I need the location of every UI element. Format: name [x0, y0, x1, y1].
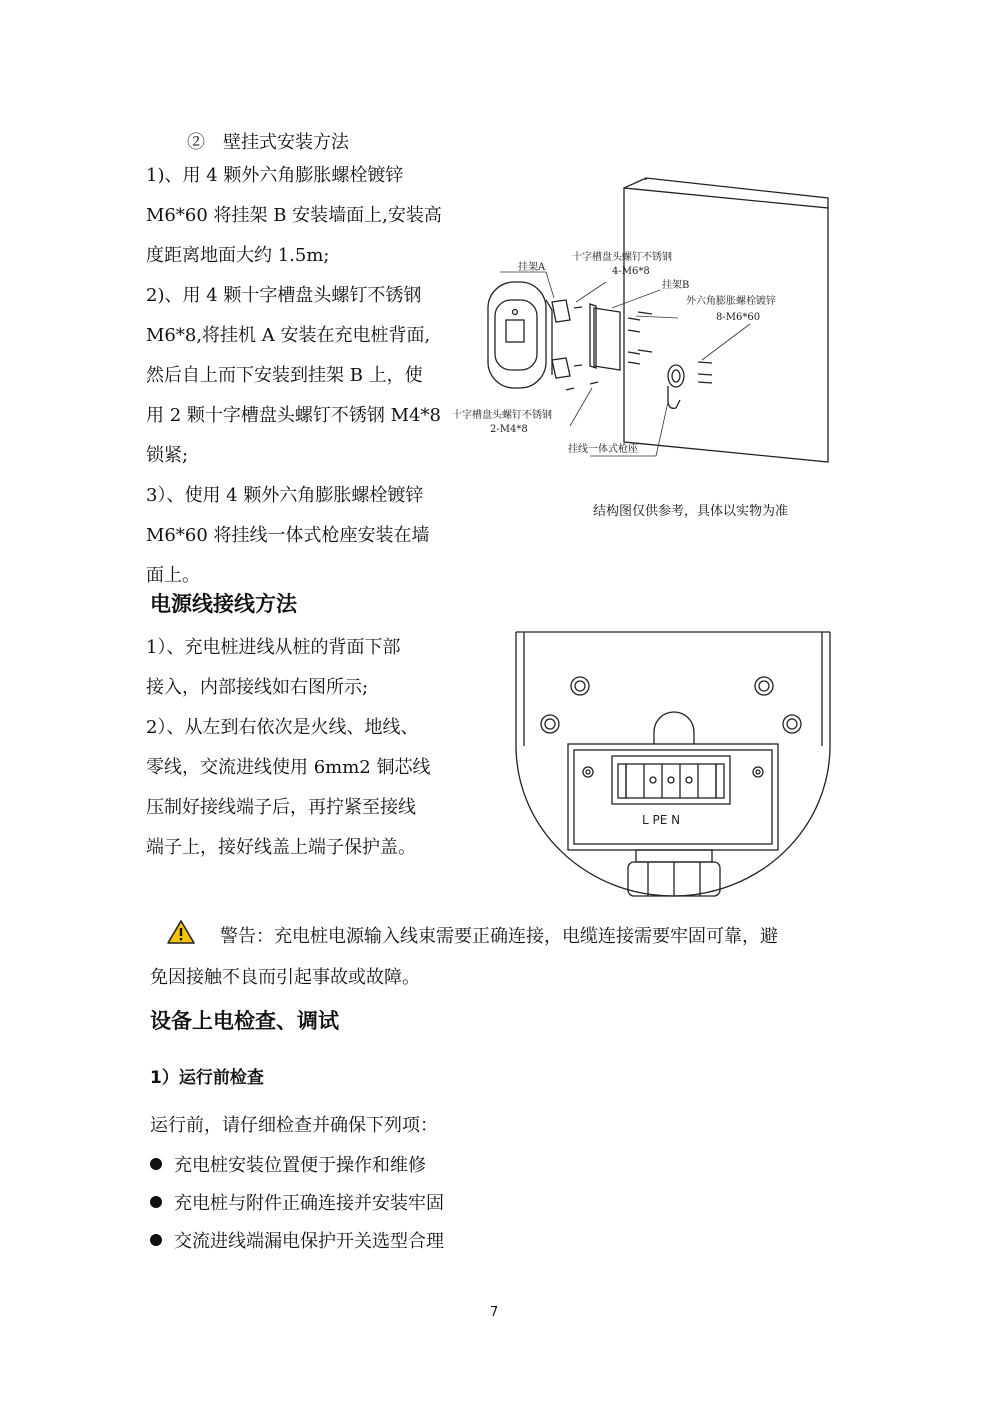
wiring-instructions [146, 628, 430, 868]
check-list-item [150, 1189, 444, 1215]
check-item-text: 充电桩与附件正确连接并安装牢固 [174, 1193, 444, 1214]
poweron-intro: 运行前，请仔细检查并确保下列项： [150, 1115, 438, 1136]
bullet-icon [150, 1196, 162, 1208]
instruction-line: 1)、用 4 颗外六角膨胀螺栓镀锌 [146, 165, 404, 186]
instruction-line: 锁紧; [146, 445, 189, 466]
instruction-line: 3）、使用 4 颗外六角膨胀螺栓镀锌 [146, 485, 424, 506]
label-bracket-b: 挂架B [662, 280, 690, 291]
check-list-item [150, 1227, 444, 1253]
instruction-line: 度距离地面大约 1.5m; [146, 245, 330, 266]
poweron-title: 设备上电检查、调试 [150, 1009, 339, 1033]
warning-icon [166, 919, 196, 945]
label-bolt-spec: 8-M6*60 [716, 312, 761, 323]
label-screw-bottom-spec: 2-M4*8 [490, 424, 528, 435]
check-item-text: 交流进线端漏电保护开关选型合理 [174, 1231, 444, 1252]
instruction-line: M6*60 将挂线一体式枪座安装在墙 [146, 525, 430, 546]
wall-mount-instructions [146, 156, 442, 596]
instruction-line: 面上。 [146, 565, 200, 586]
check-item-text: 充电桩安装位置便于操作和维修 [174, 1155, 426, 1176]
label-gun-holder: 挂线一体式枪座 [568, 444, 638, 455]
warning-text-line1: 警告：充电桩电源输入线束需要正确连接，电缆连接需要牢固可靠，避 [220, 926, 778, 947]
label-screw-top-spec: 4-M6*8 [612, 266, 650, 277]
instruction-line: 端子上，接好线盖上端子保护盖。 [146, 837, 416, 858]
diagram-caption: 结构图仅供参考，具体以实物为准 [593, 504, 789, 519]
instruction-line: 2）、从左到右依次是火线、地线、 [146, 717, 419, 738]
wall-mount-diagram [440, 170, 840, 470]
bullet-icon [150, 1234, 162, 1246]
label-bolt: 外六角膨胀螺栓镀锌 [686, 296, 776, 307]
instruction-line: 压制好接线端子后，再拧紧至接线 [146, 797, 416, 818]
wall-mount-subtitle: ② 壁挂式安装方法 [187, 132, 349, 153]
wiring-title: 电源线接线方法 [150, 592, 297, 616]
instruction-line: 零线，交流进线使用 6mm2 铜芯线 [146, 757, 431, 778]
label-screw-bottom: 十字槽盘头螺钉不锈钢 [452, 410, 552, 421]
instruction-line: 1）、充电桩进线从桩的背面下部 [146, 637, 401, 658]
warning-text-line2: 免因接触不良而引起事故或故障。 [150, 967, 420, 988]
label-screw-top: 十字槽盘头螺钉不锈钢 [572, 252, 672, 263]
check-list-item [150, 1151, 426, 1177]
instruction-line: M6*60 将挂架 B 安装墙面上,安装高 [146, 205, 442, 226]
instruction-line: 2)、用 4 颗十字槽盘头螺钉不锈钢 [146, 285, 422, 306]
instruction-line: 接入，内部接线如右图所示; [146, 677, 369, 698]
instruction-line: M6*8,将挂机 A 安装在充电桩背面, [146, 325, 431, 346]
terminal-label: L PE N [642, 813, 681, 827]
terminal-diagram [508, 628, 838, 908]
label-bracket-a: 挂架A [518, 262, 546, 273]
poweron-subtitle: 1）运行前检查 [150, 1068, 264, 1088]
bullet-icon [150, 1158, 162, 1170]
instruction-line: 然后自上而下安装到挂架 B 上，使 [146, 365, 423, 386]
instruction-line: 用 2 颗十字槽盘头螺钉不锈钢 M4*8 [146, 405, 441, 426]
page-number: 7 [490, 1305, 499, 1320]
